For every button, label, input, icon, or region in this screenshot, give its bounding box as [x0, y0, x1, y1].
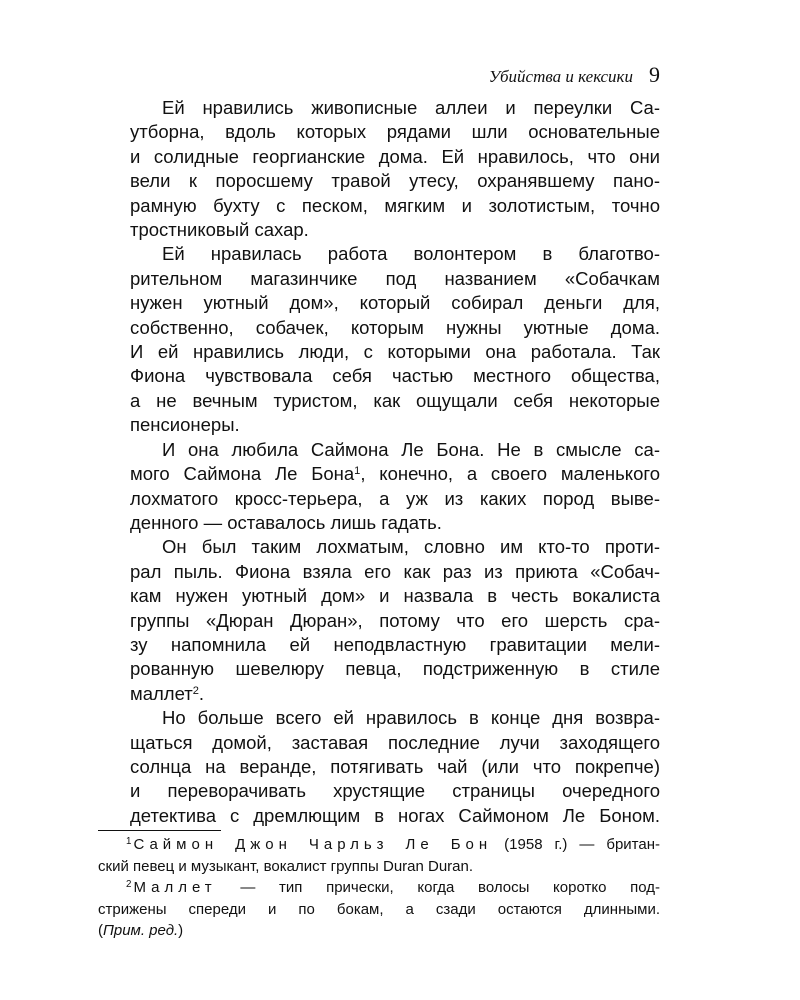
footnote-separator [98, 830, 221, 831]
text-line: утборна, вдоль которых рядами шли основательные [130, 121, 660, 143]
text-line: и переворачивать хрустящие страницы очередного [130, 780, 660, 802]
text-fragment: , конечно, а своего маленького [360, 463, 660, 485]
footnote-line [98, 834, 660, 856]
footnote-line [98, 920, 660, 942]
text-line: рал пыль. Фиона взяла его как раз из приюта «Собач- [130, 560, 660, 582]
text-fragment: маллет [130, 682, 193, 704]
editor-note: Прим. ред. [103, 922, 179, 939]
text-line: и солидные георгианские дома. Ей нравилось, что они [130, 145, 660, 167]
text-line: детектива с дремлющим в ногах Саймоном Ле Боном. [130, 804, 660, 826]
text-line: Но больше всего ей нравилось в конце дня возвра- [162, 707, 660, 729]
text-line: группы «Дюран Дюран», потому что его шерсть сра- [130, 609, 660, 631]
text-line: вели к поросшему травой утесу, охранявшему пано- [130, 170, 660, 192]
paragraph [98, 535, 660, 706]
text-line: лохматого кросс-терьера, а уж из каких пород выве- [130, 487, 660, 509]
footnote-1 [98, 834, 660, 877]
footnote-2 [98, 877, 660, 942]
paragraph [98, 438, 660, 536]
text-line: И она любила Саймона Ле Бона. Не в смысле са- [162, 438, 660, 460]
text-fragment: мого Саймона Ле Бона [130, 463, 355, 485]
footnotes [98, 834, 660, 942]
text-fragment: ) [178, 922, 184, 939]
text-line: щаться домой, заставая последние лучи заходящего [130, 731, 660, 753]
footnote-term: Маллет [133, 879, 217, 896]
footnote-line: ский певец и музыкант, вокалист группы Duran Duran. [98, 857, 474, 875]
text-line: нужен уютный дом», который собирал деньги для, [130, 292, 660, 314]
text-line: собственно, собачек, которым нужны уютные дома. [130, 316, 660, 338]
text-line: рованную шевелюру певца, подстриженную в стиле [130, 658, 660, 680]
paragraph [98, 96, 660, 242]
text-line [98, 682, 660, 706]
footnote-term: Саймон Джон Чарльз Ле Бон [133, 836, 493, 853]
footnote-mark: 2 [126, 879, 132, 891]
running-head [489, 62, 660, 88]
text-line: Фиона чувствовала себя частью местного общества, [130, 365, 660, 387]
footnote-line [98, 877, 660, 899]
body-text [98, 96, 660, 828]
text-line: денного — оставалось лишь гадать. [130, 511, 442, 533]
paragraph [98, 706, 660, 828]
footnote-ref-2[interactable]: 2 [192, 684, 199, 697]
text-line: пенсионеры. [130, 414, 240, 436]
text-fragment: . [198, 682, 205, 704]
text-line [98, 462, 660, 486]
text-line: И ей нравились люди, с которыми она работала. Так [130, 341, 660, 363]
text-line: Он был таким лохматым, словно им кто-то проти- [162, 536, 660, 558]
footnote-line: стрижены спереди и по бокам, а сзади остаются длинными. [98, 900, 660, 918]
text-line: Ей нравились живописные аллеи и переулки Са- [162, 97, 660, 118]
text-line: зу напомнила ей неподвластную гравитации мели- [130, 633, 660, 655]
page-number: 9 [649, 62, 660, 87]
text-line: рительном магазинчике под названием «Собачкам [130, 267, 660, 289]
footnote-mark: 1 [126, 836, 132, 848]
text-line: Ей нравилась работа волонтером в благотво- [162, 243, 660, 265]
footnote-ref-1[interactable]: 1 [354, 465, 361, 477]
running-head-title: Убийства и кексики [488, 67, 633, 86]
text-fragment: ( [98, 922, 103, 939]
paragraph [98, 242, 660, 437]
text-fragment: (1958 г.) — британ- [492, 836, 660, 853]
book-page [98, 0, 660, 1000]
text-line: а не вечным туристом, как ощущали себя некоторые [130, 389, 660, 411]
text-line: тростниковый сахар. [130, 219, 309, 241]
text-line: рамную бухту с песком, мягким и золотистым, точно [130, 194, 660, 216]
text-fragment: — тип прически, когда волосы коротко под- [216, 879, 660, 896]
text-line: кам нужен уютный дом» и назвала в честь вокалиста [130, 585, 660, 607]
text-line: солнца на веранде, потягивать чай (или что покрепче) [130, 755, 660, 777]
